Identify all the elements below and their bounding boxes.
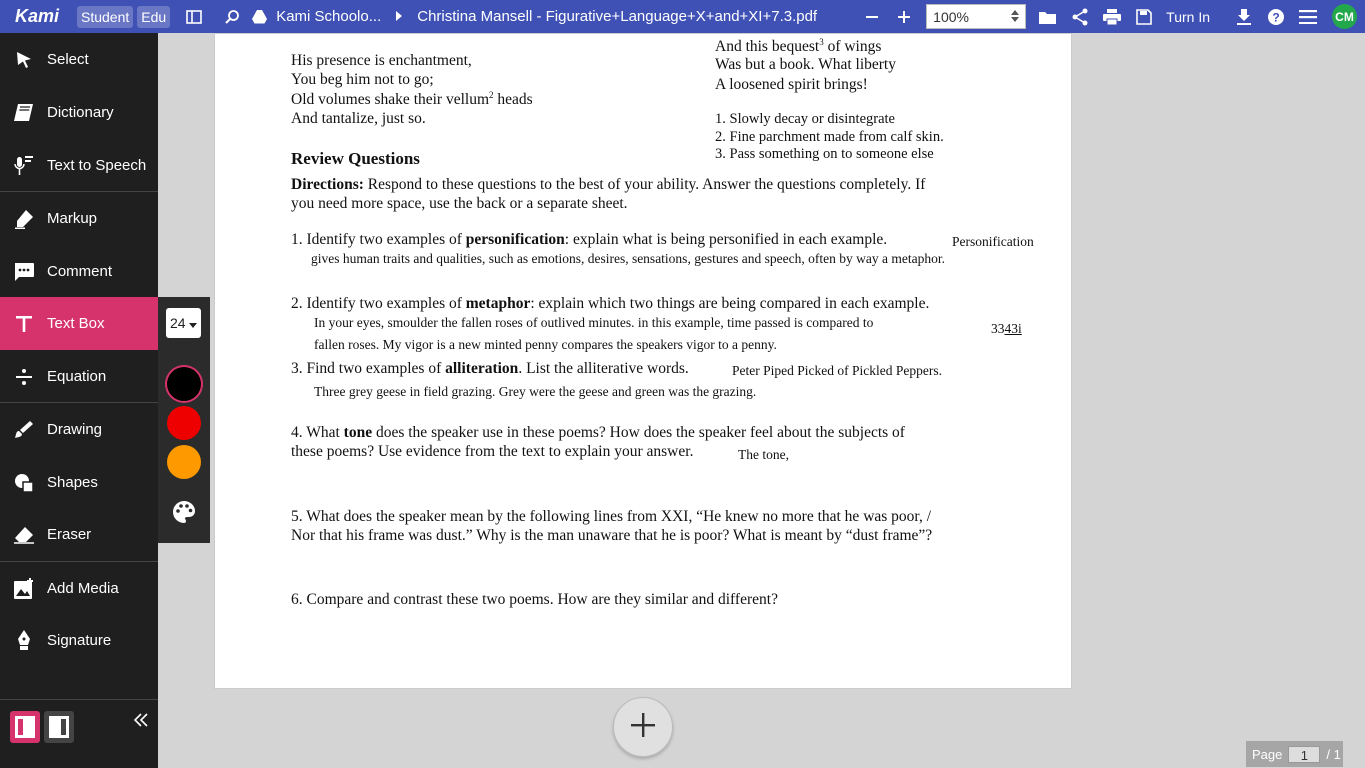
tool-label: Markup (47, 210, 98, 227)
caret-down-icon (189, 315, 197, 331)
tool-label: Add Media (47, 580, 119, 597)
google-drive-icon[interactable] (248, 0, 270, 33)
question-3: 3. Find two examples of alliteration. List the alliterative words. (291, 360, 689, 377)
review-heading: Review Questions (291, 149, 420, 168)
tool-label: Shapes (47, 474, 98, 491)
poem-line: Was but a book. What liberty (715, 56, 896, 73)
footnote: 1. Slowly decay or disintegrate (715, 111, 895, 127)
answer-textbox[interactable]: In your eyes, smoulder the fallen roses of outlived minutes. in this example, time passed is compared to (314, 315, 874, 330)
shapes-icon (0, 473, 47, 493)
cursor-icon (0, 51, 47, 69)
chevron-right-icon (395, 8, 403, 26)
tool-text-to-speech[interactable] (0, 139, 158, 192)
tool-label: Comment (47, 263, 113, 280)
tool-text-box[interactable] (0, 297, 158, 350)
poem-line: And this bequest$^3$ of wings (715, 37, 882, 56)
tool-sidebar (0, 33, 158, 768)
tool-label: Drawing (47, 421, 103, 438)
directions-line: you need more space, use the back or a separate sheet. (291, 195, 628, 212)
book-icon (0, 103, 47, 123)
question-4-line2: these poems? Use evidence from the text to explain your answer. (291, 443, 694, 460)
divider (0, 699, 158, 700)
layout-toggle (10, 711, 74, 743)
plus-icon (630, 712, 656, 743)
question-5: 5. What does the speaker mean by the following lines from XXI, “He knew no more that he was poor, / (291, 508, 932, 525)
directions-line: Directions: Respond to these questions to the best of your ability. Answer the questions completely. If (291, 176, 926, 193)
zoom-value: 100% (933, 8, 969, 25)
collapse-icon[interactable] (134, 713, 148, 732)
answer-textbox[interactable]: Three grey geese in field grazing. Grey were the geese and green was the grazing. (314, 384, 757, 399)
color-swatch-orange[interactable] (167, 445, 201, 479)
tool-comment[interactable] (0, 245, 158, 298)
tool-eraser[interactable] (0, 508, 158, 561)
font-size-select[interactable] (166, 308, 201, 338)
pen-nib-icon (0, 630, 47, 652)
tool-shapes[interactable] (0, 456, 158, 509)
text-options-toolbar (158, 297, 210, 543)
tool-dictionary[interactable] (0, 86, 158, 139)
open-folder-icon[interactable] (1032, 0, 1064, 33)
kami-logo[interactable]: Kami (15, 6, 60, 26)
tool-label: Signature (47, 632, 112, 649)
answer-textbox[interactable]: The tone, (738, 447, 789, 462)
question-5-line2: Nor that his frame was dust.” Why is the man unaware that he is poor? What is meant by “dust frame”? (291, 527, 933, 544)
cutoff-text-line (815, 28, 935, 34)
tool-label: Eraser (47, 526, 92, 543)
palette-icon[interactable] (172, 500, 196, 529)
divide-icon (0, 368, 47, 386)
tool-label: Text to Speech (47, 157, 147, 174)
poem-line: And tantalize, just so. (291, 110, 426, 127)
color-swatch-black[interactable] (167, 367, 201, 401)
poem-line: A loosened spirit brings! (715, 76, 868, 93)
download-icon[interactable] (1228, 0, 1260, 33)
share-icon[interactable] (1064, 0, 1096, 33)
color-swatch-red[interactable] (167, 406, 201, 440)
tool-label: Equation (47, 368, 107, 385)
tool-label: Select (47, 51, 89, 68)
eraser-icon (0, 526, 47, 544)
poem-line: Old volumes shake their vellum$^2$ heads (291, 90, 533, 109)
footnote: 2. Fine parchment made from calf skin. (715, 129, 944, 145)
student-tag: Student (77, 6, 133, 28)
image-icon (0, 578, 47, 600)
page-total: / 1 (1326, 746, 1341, 762)
answer-textbox-side[interactable]: 3343i (991, 321, 1022, 336)
file-title: Christina Mansell - Figurative+Language+X+and+XI+7.3.pdf (417, 8, 818, 25)
pdf-page[interactable] (214, 33, 1072, 689)
question-4: 4. What tone does the speaker use in these poems? How does the speaker feel about the subjects of (291, 424, 905, 441)
speech-icon (0, 155, 47, 177)
help-icon[interactable] (1260, 0, 1292, 33)
poem-line: You beg him not to go; (291, 71, 434, 88)
highlighter-icon (0, 209, 47, 229)
tool-equation[interactable] (0, 350, 158, 403)
updown-icon (1011, 9, 1019, 25)
menu-icon[interactable] (1292, 0, 1324, 33)
avatar[interactable]: CM (1332, 4, 1357, 29)
question-2: 2. Identify two examples of metaphor: explain which two things are being compared in each example. (291, 295, 930, 312)
font-size-value: 24 (170, 315, 186, 331)
print-icon[interactable] (1096, 0, 1128, 33)
svg-text:?: ? (1272, 10, 1280, 24)
sidebar-toggle-icon[interactable] (178, 0, 210, 33)
tool-add-media[interactable] (0, 562, 158, 615)
search-icon[interactable] (216, 0, 248, 33)
tool-markup[interactable] (0, 192, 158, 245)
right-panel-icon[interactable] (44, 711, 74, 743)
question-1: 1. Identify two examples of personification: explain what is being personified in each example. (291, 231, 888, 248)
tool-drawing[interactable] (0, 403, 158, 456)
edu-tag: Edu (137, 6, 170, 28)
add-page-button[interactable] (613, 697, 673, 757)
poem-line: His presence is enchantment, (291, 52, 472, 69)
save-icon[interactable] (1128, 0, 1160, 33)
left-panel-icon[interactable] (10, 711, 40, 743)
answer-textbox[interactable]: fallen roses. My vigor is a new minted penny compares the speakers vigor to a penny. (314, 337, 777, 352)
tool-label: Text Box (47, 315, 105, 332)
page-number-input[interactable]: 1 (1288, 746, 1320, 763)
answer-textbox[interactable]: Peter Piped Picked of Pickled Peppers. (732, 363, 942, 378)
answer-textbox[interactable]: Personification (952, 234, 1034, 249)
footnote: 3. Pass something on to someone else (715, 146, 934, 162)
zoom-select[interactable] (926, 4, 1026, 29)
breadcrumb-folder[interactable]: Kami Schoolo... (276, 8, 382, 25)
tool-label: Dictionary (47, 104, 114, 121)
question-6: 6. Compare and contrast these two poems. How are they similar and different? (291, 591, 778, 608)
page-label: Page (1252, 746, 1283, 762)
page-indicator (1246, 741, 1343, 767)
top-bar (0, 0, 1365, 33)
turn-in-button[interactable]: Turn In (1166, 8, 1210, 25)
comment-icon (0, 262, 47, 282)
answer-textbox[interactable]: gives human traits and qualities, such as emotions, desires, sensations, gestures and speech, often by way a metaphor. (311, 251, 945, 266)
tool-signature[interactable] (0, 614, 158, 667)
tool-select[interactable] (0, 33, 158, 86)
brush-icon (0, 420, 47, 440)
text-icon (0, 315, 47, 333)
